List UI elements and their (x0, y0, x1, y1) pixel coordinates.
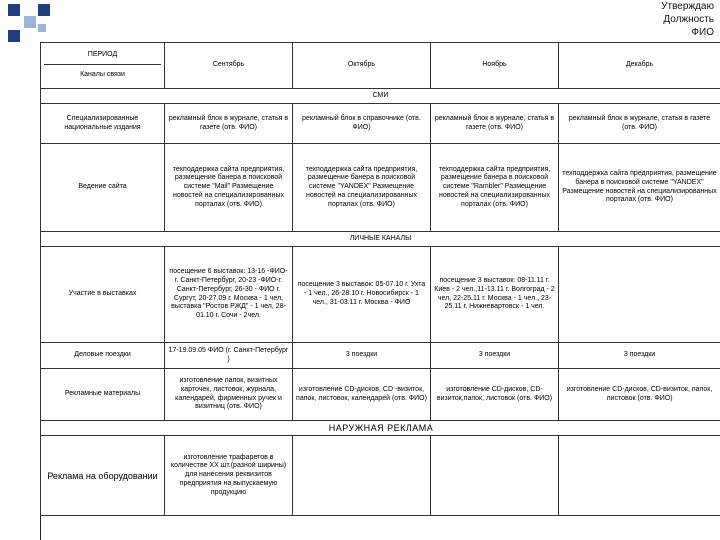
row-label-materials: Рекламные материалы (41, 369, 165, 421)
section-smi: СМИ (41, 89, 720, 104)
corner-decoration-square (8, 4, 20, 16)
approval-name: ФИО (691, 27, 714, 38)
channels-header: Каналы связи (80, 71, 125, 78)
approval-position: Должность (663, 14, 714, 25)
row-label-site: Ведение сайта (41, 144, 165, 232)
plan-cell: 3 поездки (293, 343, 431, 369)
table-row-exhibitions (41, 247, 720, 343)
header-row (41, 43, 720, 89)
plan-cell: техподдержка сайта предприятия, размещение банера в поисковой системе "YANDEX" Размещение новостей на специализированных порталах (отв. ФИО) (559, 144, 720, 232)
month-header-september: Сентябрь (165, 43, 293, 89)
plan-cell: техподдержка сайта предприятия, размещение банера в поисковой системе "Mail" Размещение новостей на специализированных порталах (отв. ФИО) (165, 144, 293, 232)
plan-cell: 17-19.09.05 ФИО (г. Санкт-Петербург ) (165, 343, 293, 369)
section-personal-channels: ЛИЧНЫЕ КАНАЛЫ (41, 232, 720, 247)
plan-cell: техподдержка сайта предприятия, размещение банера в поисковой системе "YANDEX" Размещение новостей на специализированных порталах (отв. ФИО) (293, 144, 431, 232)
table-row-outdoor (41, 436, 720, 516)
plan-cell: посещение 6 выставок: 13-16 -ФИО-г. Санкт-Петербург, 20-23 -ФИО-г. Санкт-Петербург, 26-30 - ФИО г. Сургут, 20-27.09 г. Москва - 1 чел, выставка "Ростов РЖД" - 1 чел, 28-01.10 г. Сочи - 2чел. (165, 247, 293, 343)
plan-cell: рекламный блок в журнале, статья в газете (отв. ФИО) (431, 104, 559, 144)
plan-cell: изготовление CD-дисков, CD-визиток, папок, листовок (отв. ФИО) (559, 369, 720, 421)
plan-cell: 3 поездки (559, 343, 720, 369)
corner-decoration-square (24, 16, 36, 28)
plan-cell: техподдержка сайта предприятия, размещение банера в поисковой системе "Rambler" Размещение новостей на специализированных порталах (отв. ФИО) (431, 144, 559, 232)
plan-cell: изготовление трафаретов в количестве XX шт.(разной ширины) для нанесения реквизитов предприятия на выпускаемую продукцию (165, 436, 293, 516)
row-label-trips: Деловые поездки (41, 343, 165, 369)
table-row-materials (41, 369, 720, 421)
plan-cell: посещение 3 выставок: 08-11.11 г. Киев - 2 чел.,11-13.11 г. Волгоград - 2 чел, 22-25.11 г. Москва - 1 чел., 23-25.11 г. Нижневартовск - 1 чел. (431, 247, 559, 343)
plan-cell: изготовление папок, визитных карточек, листовок, журнала, календарей, фирменных ручек и визитниц (отв. ФИО) (165, 369, 293, 421)
marketing-plan-table (40, 42, 720, 516)
table-row-trips (41, 343, 720, 369)
period-header: ПЕРИОД (44, 48, 161, 65)
plan-cell: изготовление CD-дисков, CD-визиток,папок, листовок (отв. ФИО) (431, 369, 559, 421)
section-outdoor-advertising: НАРУЖНАЯ РЕКЛАМА (41, 421, 720, 436)
section-row-personal (41, 232, 720, 247)
table-row-site (41, 144, 720, 232)
month-header-october: Октябрь (293, 43, 431, 89)
approval-line: Утверждаю (661, 1, 714, 12)
plan-cell: посещение 3 выставок: 05-07.10 г. Ухта - 1 чел., 26-28.10 г. Новосибирск - 1 чел., 31-03.11 г. Москва - ФИО (293, 247, 431, 343)
approval-stamp (661, 0, 714, 39)
corner-decoration-square (38, 24, 46, 32)
month-header-december: Декабрь (559, 43, 720, 89)
period-channels-header (41, 43, 165, 89)
row-label-specialized: Специализированные национальные издания (41, 104, 165, 144)
corner-decoration-square (8, 30, 20, 42)
section-row-outdoor (41, 421, 720, 436)
plan-cell (559, 436, 720, 516)
row-label-outdoor: Реклама на оборудовании (41, 436, 165, 516)
plan-cell (293, 436, 431, 516)
plan-cell: рекламный блок в справочнике (отв. ФИО) (293, 104, 431, 144)
plan-cell: рекламный блок в журнале, статья в газете (отв. ФИО) (559, 104, 720, 144)
row-label-exhibitions: Участие в выставках (41, 247, 165, 343)
corner-decoration-square (38, 4, 50, 16)
plan-cell (559, 247, 720, 343)
plan-cell: 3 поездки (431, 343, 559, 369)
table-row-specialized (41, 104, 720, 144)
plan-cell: изготовление CD-дисков, CD -визиток, папок, листовок, календарей (отв. ФИО) (293, 369, 431, 421)
section-row-smi (41, 89, 720, 104)
plan-cell: рекламный блок в журнале, статья в газете (отв. ФИО) (165, 104, 293, 144)
month-header-november: Ноябрь (431, 43, 559, 89)
plan-cell (431, 436, 559, 516)
